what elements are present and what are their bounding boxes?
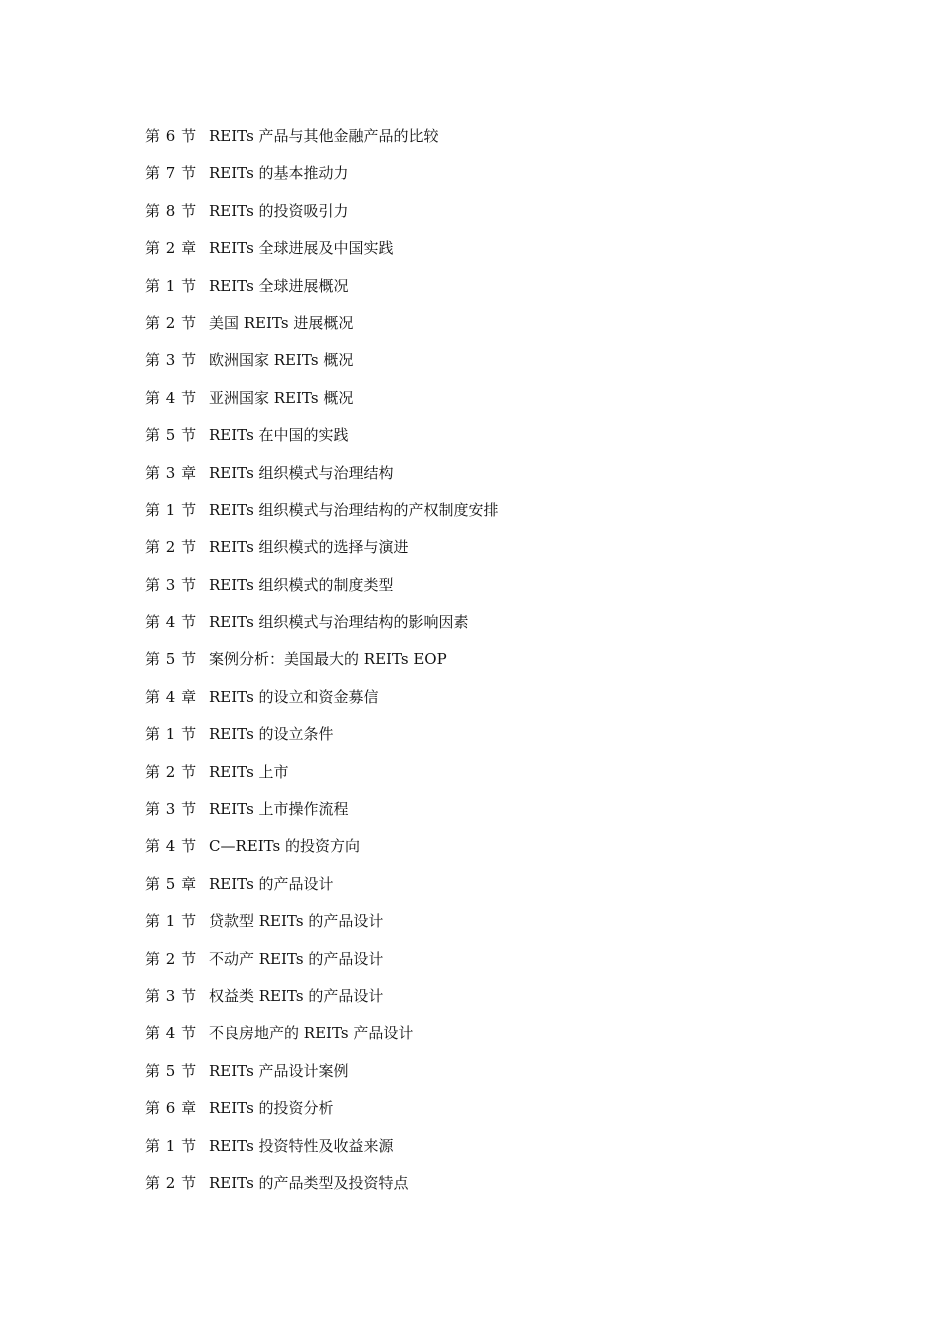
toc-number: 第 5 节 xyxy=(145,426,197,445)
toc-entry xyxy=(145,1094,499,1131)
toc-entry xyxy=(145,421,499,458)
toc-entry xyxy=(145,1169,499,1206)
toc-entry xyxy=(145,571,499,608)
toc-number: 第 3 章 xyxy=(145,463,197,482)
toc-title: REITs 的产品类型及投资特点 xyxy=(209,1173,409,1192)
toc-title: REITs 的设立和资金募信 xyxy=(209,687,379,706)
toc-entry xyxy=(145,159,499,196)
toc-title: REITs 投资特性及收益来源 xyxy=(209,1136,394,1155)
toc-entry xyxy=(145,1132,499,1169)
toc-number: 第 4 节 xyxy=(145,613,197,632)
toc-title: REITs 产品与其他金融产品的比较 xyxy=(209,127,439,145)
toc-number: 第 4 节 xyxy=(145,837,197,856)
toc-number: 第 5 节 xyxy=(145,1061,197,1080)
toc-entry xyxy=(145,384,499,421)
toc-entry xyxy=(145,1019,499,1056)
toc-title: REITs 组织模式的选择与演进 xyxy=(209,538,409,557)
toc-title: REITs 产品设计案例 xyxy=(209,1061,349,1080)
toc-title: 权益类 REITs 的产品设计 xyxy=(209,986,384,1005)
toc-title: REITs 的设立条件 xyxy=(209,725,334,744)
toc-entry xyxy=(145,346,499,383)
toc-number: 第 8 节 xyxy=(145,201,197,220)
toc-title: REITs 上市操作流程 xyxy=(209,800,349,819)
toc-number: 第 2 节 xyxy=(145,762,197,781)
toc-title: REITs 组织模式的制度类型 xyxy=(209,575,394,594)
toc-number: 第 1 节 xyxy=(145,276,197,295)
toc-entry xyxy=(145,533,499,570)
toc-title: 亚洲国家 REITs 概况 xyxy=(209,388,354,407)
toc-title: 不动产 REITs 的产品设计 xyxy=(209,949,384,968)
toc-title: REITs 上市 xyxy=(209,762,289,781)
toc-number: 第 2 节 xyxy=(145,949,197,968)
toc-title: REITs 全球进展及中国实践 xyxy=(209,239,394,258)
toc-entry xyxy=(145,720,499,757)
toc-number: 第 4 节 xyxy=(145,1024,197,1043)
toc-entry xyxy=(145,795,499,832)
toc-number: 第 4 章 xyxy=(145,687,197,706)
toc-entry xyxy=(145,832,499,869)
toc-title: REITs 全球进展概况 xyxy=(209,276,349,295)
toc-entry xyxy=(145,197,499,234)
toc-number: 第 2 节 xyxy=(145,538,197,557)
toc-number: 第 1 节 xyxy=(145,725,197,744)
toc-number: 第 3 节 xyxy=(145,575,197,594)
toc-number: 第 7 节 xyxy=(145,164,197,183)
toc-entry xyxy=(145,309,499,346)
toc-number: 第 4 节 xyxy=(145,388,197,407)
toc-entry xyxy=(145,645,499,682)
toc-number: 第 2 节 xyxy=(145,313,197,332)
toc-entry xyxy=(145,608,499,645)
toc-title: REITs 的基本推动力 xyxy=(209,164,349,183)
toc-number: 第 2 章 xyxy=(145,239,197,258)
toc-entry xyxy=(145,122,499,159)
toc-title: C—REITs 的投资方向 xyxy=(209,837,361,856)
toc-number: 第 3 节 xyxy=(145,800,197,819)
toc-number: 第 1 节 xyxy=(145,1136,197,1155)
toc-number: 第 5 节 xyxy=(145,650,197,669)
toc-entry xyxy=(145,758,499,795)
toc-entry xyxy=(145,1057,499,1094)
toc-title: 案例分析：美国最大的 REITs EOP xyxy=(209,650,447,669)
toc-title: 美国 REITs 进展概况 xyxy=(209,313,354,332)
toc-title: REITs 组织模式与治理结构的影响因素 xyxy=(209,613,469,632)
toc-title: 不良房地产的 REITs 产品设计 xyxy=(209,1024,414,1043)
toc-title: REITs 的投资分析 xyxy=(209,1099,334,1118)
toc-title: 欧洲国家 REITs 概况 xyxy=(209,351,354,370)
toc-title: REITs 在中国的实践 xyxy=(209,426,349,445)
toc-title: REITs 组织模式与治理结构的产权制度安排 xyxy=(209,500,499,519)
toc-entry xyxy=(145,683,499,720)
toc-number: 第 1 节 xyxy=(145,912,197,931)
toc-title: 贷款型 REITs 的产品设计 xyxy=(209,912,384,931)
toc-title: REITs 的产品设计 xyxy=(209,874,334,893)
toc-number: 第 5 章 xyxy=(145,874,197,893)
toc-entry xyxy=(145,272,499,309)
toc-entry xyxy=(145,907,499,944)
table-of-contents xyxy=(145,122,499,1206)
toc-number: 第 3 节 xyxy=(145,351,197,370)
toc-number: 第 2 节 xyxy=(145,1173,197,1192)
toc-number: 第 3 节 xyxy=(145,986,197,1005)
toc-entry xyxy=(145,982,499,1019)
toc-number: 第 6 章 xyxy=(145,1099,197,1118)
toc-entry xyxy=(145,459,499,496)
toc-entry xyxy=(145,870,499,907)
toc-entry xyxy=(145,234,499,271)
toc-number: 第 6 节 xyxy=(145,127,197,145)
toc-title: REITs 的投资吸引力 xyxy=(209,201,349,220)
toc-entry xyxy=(145,496,499,533)
toc-number: 第 1 节 xyxy=(145,500,197,519)
toc-entry xyxy=(145,945,499,982)
toc-title: REITs 组织模式与治理结构 xyxy=(209,463,394,482)
